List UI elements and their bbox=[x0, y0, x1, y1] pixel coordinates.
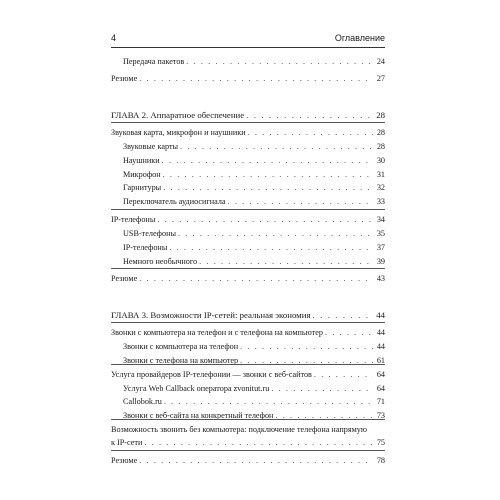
toc-page-number: 28 bbox=[376, 128, 385, 137]
toc-page-number: 71 bbox=[376, 397, 385, 406]
toc-page-number: 31 bbox=[376, 170, 385, 179]
toc-entry[interactable]: Callobok.ru . . . 71 bbox=[123, 396, 385, 409]
toc-entry[interactable]: Звонки с веб-сайта на конкретный телефон . . . 73 bbox=[123, 410, 385, 423]
toc-entry[interactable]: Резюме . . . 78 bbox=[111, 455, 385, 468]
toc-page-number: 24 bbox=[376, 57, 385, 66]
toc-page-number: 73 bbox=[376, 411, 385, 420]
toc-entry[interactable]: Микрофон . . . 31 bbox=[123, 169, 385, 182]
toc-page-number: 64 bbox=[376, 370, 385, 379]
running-header-title: Оглавление bbox=[334, 33, 385, 43]
toc-page-number: 43 bbox=[376, 274, 385, 283]
toc-entry[interactable]: IP-телефоны . . . 37 bbox=[123, 242, 385, 255]
toc-page-number: 61 bbox=[376, 356, 385, 365]
toc-section[interactable]: Звуковая карта, микрофон и наушники . . . 28 bbox=[111, 127, 385, 140]
divider bbox=[111, 419, 385, 420]
toc-entry[interactable]: Звонки с телефона на компьютер . . . 61 bbox=[123, 355, 385, 368]
toc-page-number: 44 bbox=[376, 310, 385, 320]
toc-page-number: 34 bbox=[376, 215, 385, 224]
toc-entry[interactable]: USB-телефоны . . . 35 bbox=[123, 228, 385, 241]
divider bbox=[111, 450, 385, 451]
toc-entry[interactable]: Переключатель аудиосигнала . . . 33 bbox=[123, 196, 385, 209]
toc-page-number: 37 bbox=[376, 243, 385, 252]
toc-chapter-heading[interactable]: ГЛАВА 3. Возможности IP-сетей: реальная экономия . . . 44 bbox=[111, 309, 385, 322]
toc-entry[interactable]: Резюме . . . 43 bbox=[111, 273, 385, 286]
toc-entry[interactable]: Гарнитуры . . . 32 bbox=[123, 182, 385, 195]
toc-page-number: 35 bbox=[376, 229, 385, 238]
toc-section[interactable]: Услуга провайдеров IP-телефонии — звонки с веб-сайтов . . . 64 bbox=[111, 369, 385, 382]
toc-entry[interactable]: Услуга Web Callback оператора zvonitut.ru . . . 64 bbox=[123, 383, 385, 396]
running-header bbox=[111, 33, 385, 48]
toc-page-number: 75 bbox=[376, 437, 385, 447]
divider bbox=[111, 322, 385, 323]
toc-page-number: 64 bbox=[376, 384, 385, 393]
toc-page-number: 28 bbox=[376, 142, 385, 151]
toc-section[interactable]: IP-телефоны . . . 34 bbox=[111, 214, 385, 227]
toc-page-number: 32 bbox=[376, 183, 385, 192]
toc-section[interactable]: Звонки с компьютера на телефон и с телефона на компьютер . . . 44 bbox=[111, 327, 385, 340]
toc-page-number: 44 bbox=[376, 342, 385, 351]
toc-page-number: 30 bbox=[376, 156, 385, 165]
toc-page-number: 44 bbox=[376, 328, 385, 337]
toc-entry[interactable]: Наушники . . . 30 bbox=[123, 155, 385, 168]
toc-entry[interactable]: Звуковые карты . . . 28 bbox=[123, 141, 385, 154]
toc-page-number: 33 bbox=[376, 197, 385, 206]
toc-entry[interactable]: Звонки с компьютера на телефон . . . 44 bbox=[123, 341, 385, 354]
toc-page-number: 39 bbox=[376, 257, 385, 266]
toc-chapter-heading[interactable]: ГЛАВА 2. Аппаратное обеспечение . . . 28 bbox=[111, 109, 385, 122]
divider bbox=[111, 122, 385, 123]
toc-entry[interactable]: Передача пакетов . . . 24 bbox=[123, 56, 385, 69]
divider bbox=[111, 268, 385, 269]
toc-entry[interactable]: Резюме . . . 27 bbox=[111, 73, 385, 86]
toc-page-number: 78 bbox=[376, 456, 385, 465]
toc-section[interactable]: Возможность звонить без компьютера: подключение телефона напрямую к IP-сети . . . 75 bbox=[111, 424, 385, 449]
toc-page-number: 27 bbox=[376, 74, 385, 83]
toc-page-number: 28 bbox=[376, 110, 385, 120]
toc-entry[interactable]: Немного необычного . . . 39 bbox=[123, 256, 385, 269]
divider bbox=[111, 364, 385, 365]
page-number: 4 bbox=[111, 33, 117, 43]
divider bbox=[111, 209, 385, 210]
